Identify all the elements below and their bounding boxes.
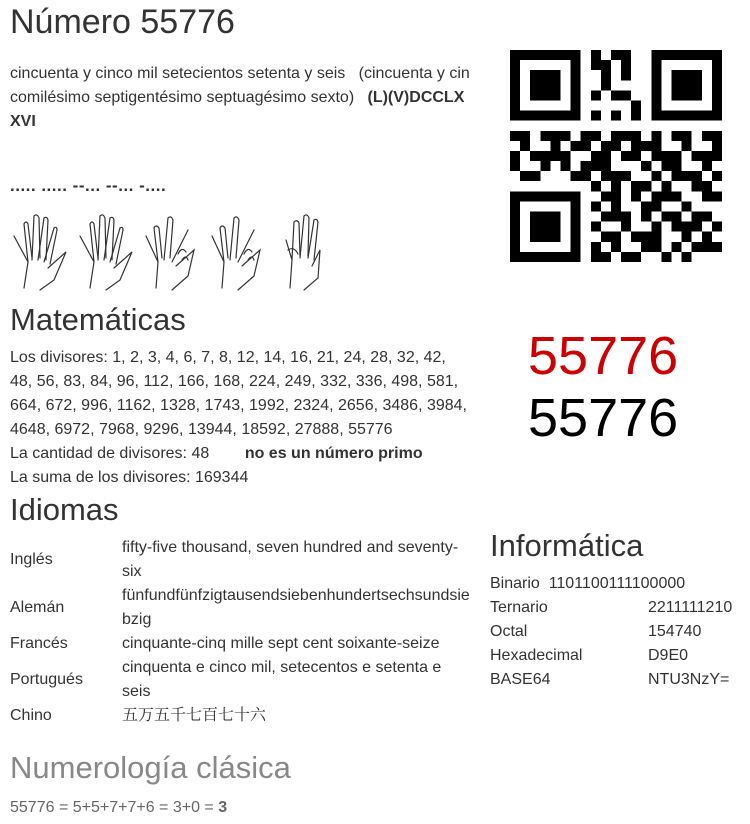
number-in-words: [10, 62, 480, 134]
language-name: Chino: [10, 707, 52, 724]
numerology-formula: [10, 796, 227, 820]
numerology-heading: Numerología clásica: [10, 750, 291, 785]
base-value: D9E0: [648, 647, 689, 664]
language-name: Portugués: [10, 671, 83, 688]
informatics-row: [490, 596, 732, 620]
informatics-row: [490, 668, 732, 692]
language-value: 五万五千七百七十六: [122, 707, 267, 724]
language-row: [10, 704, 472, 728]
hand-five-icon: [80, 215, 132, 290]
divisor-sum: La suma de los divisores: 169344: [10, 469, 249, 486]
hand-seven-icon: [146, 217, 194, 290]
prime-status: no es un número primo: [244, 445, 423, 462]
numerology-result: 3: [218, 799, 228, 816]
language-value: fünfundfünfzigtausendsiebenhundertsechsundsie: [122, 587, 470, 604]
sign-language-hands: [10, 210, 330, 292]
language-name: Inglés: [10, 551, 53, 568]
base-name: Hexadecimal: [490, 647, 583, 664]
divisors-line-4: 4648, 6972, 7968, 9296, 13944, 18592, 27888, 55776: [10, 421, 393, 438]
hand-six-icon: [286, 215, 320, 290]
base-name: Octal: [490, 623, 528, 640]
language-name: Alemán: [10, 599, 65, 616]
numerology-sum: 55776 = 5+5+7+7+6 = 3+0 =: [10, 799, 219, 816]
divisors-line-1: 1, 2, 3, 4, 6, 7, 8, 12, 14, 16, 21, 24, 28, 32, 42,: [112, 349, 446, 366]
divisor-count: La cantidad de divisores: 48: [10, 445, 210, 462]
divisors-line-3: 664, 672, 996, 1162, 1328, 1743, 1992, 2324, 2656, 3486, 3984,: [10, 397, 467, 414]
language-value-cont: six: [122, 563, 142, 580]
language-row: [10, 656, 472, 704]
spanish-words: cincuenta y cinco mil setecientos setenta y seis: [10, 65, 346, 82]
language-row: [10, 536, 472, 584]
language-value: cinquante-cinq mille sept cent soixante-seize: [122, 635, 440, 652]
language-row: [10, 632, 472, 656]
languages-table: [10, 536, 472, 728]
language-value: fifty-five thousand, seven hundred and seventy-: [122, 539, 459, 556]
big-number-red: 55776: [528, 326, 679, 386]
base-name: BASE64: [490, 671, 551, 688]
hand-seven-icon: [212, 217, 260, 290]
math-section: [10, 346, 480, 490]
divisors-label: Los divisores:: [10, 349, 108, 366]
hand-five-icon: [14, 215, 66, 290]
informatics-heading: Informática: [490, 528, 644, 563]
languages-heading: Idiomas: [10, 492, 119, 527]
morse-code: ..... ..... --... --... -....: [10, 176, 167, 195]
informatics-row: [490, 644, 732, 668]
ordinal-words-part1: (cincuenta y cin: [358, 65, 470, 82]
roman-numeral-cont: XVI: [10, 113, 36, 130]
informatics-table: [490, 572, 732, 692]
language-name: Francés: [10, 635, 68, 652]
ordinal-words-part2: comilésimo septigentésimo septuagésimo sexto): [10, 89, 355, 106]
qr-code-image: [510, 50, 722, 262]
big-number-black: 55776: [528, 388, 679, 448]
base-value: 2211111210: [648, 599, 733, 616]
base-name: Ternario: [490, 599, 548, 616]
language-row: [10, 584, 472, 632]
base-value: NTU3NzY=: [648, 671, 730, 688]
page-title: Número 55776: [10, 3, 235, 41]
divisors-line-2: 48, 56, 83, 84, 96, 112, 166, 168, 224, 249, 332, 336, 498, 581,: [10, 373, 459, 390]
language-value-cont: seis: [122, 683, 151, 700]
informatics-row: [490, 572, 732, 596]
base-value: 154740: [648, 623, 702, 640]
math-heading: Matemáticas: [10, 302, 186, 337]
roman-numeral: (L)(V)DCCLX: [367, 89, 465, 106]
language-value: cinquenta e cinco mil, setecentos e setenta e: [122, 659, 442, 676]
binary-value: Binario 1101100111100000: [490, 575, 686, 592]
informatics-row: [490, 620, 732, 644]
language-value-cont: bzig: [122, 611, 152, 628]
